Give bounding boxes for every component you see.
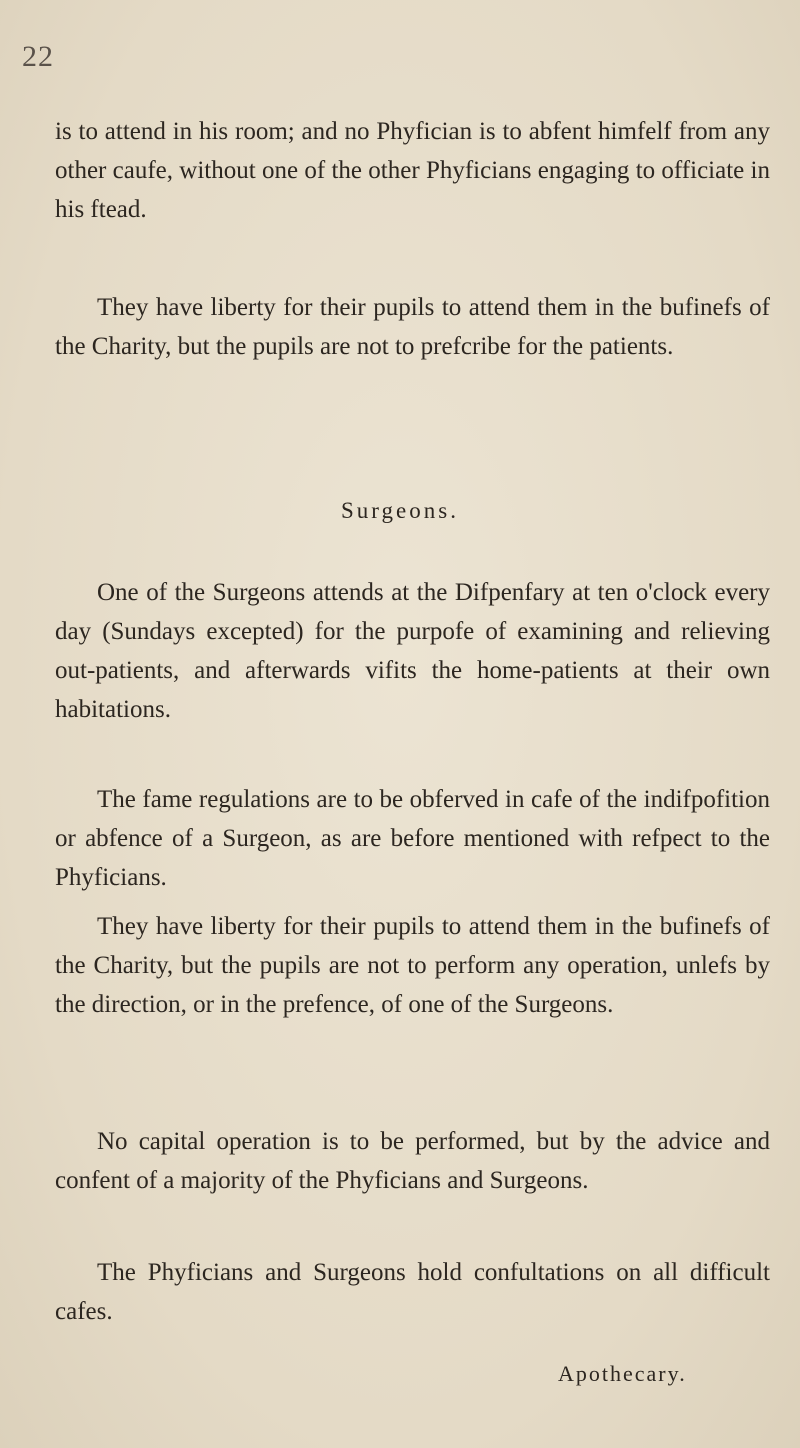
paragraph-surgeon-attendance: One of the Surgeons attends at the Difpenfary at ten o'clock every day (Sundays excepted) for the purpofe of examining and relieving out-patients, and afterwards vifits the home-patients at their own habitations.: [55, 579, 770, 723]
paragraph-consultations: The Phyficians and Surgeons hold confultations on all difficult cafes.: [55, 1259, 770, 1325]
paragraph-surgeon-regulations: The fame regulations are to be obferved in cafe of the indifpofition or abfence of a Surgeon, as are before mentioned with refpect to the Phyficians.: [55, 786, 770, 891]
paragraph-capital-operation: No capital operation is to be performed, but by the advice and confent of a majority of the Phyficians and Surgeons.: [55, 1128, 770, 1194]
section-heading-surgeons: Surgeons.: [341, 498, 459, 523]
paragraph-physician-pupils: They have liberty for their pupils to attend them in the bufinefs of the Charity, but the pupils are not to prefcribe for the patients.: [55, 294, 770, 360]
paragraph-physician-absence: is to attend in his room; and no Phyfician is to abfent himfelf from any other caufe, without one of the other Phyficians engaging to officiate in his ftead.: [55, 118, 770, 223]
catchword: Apothecary.: [558, 1361, 687, 1386]
page-number: 22: [22, 40, 54, 73]
paragraph-surgeon-pupils: They have liberty for their pupils to attend them in the bufinefs of the Charity, but the pupils are not to perform any operation, unlefs by the direction, or in the prefence, of one of the Surgeons.: [55, 913, 770, 1018]
